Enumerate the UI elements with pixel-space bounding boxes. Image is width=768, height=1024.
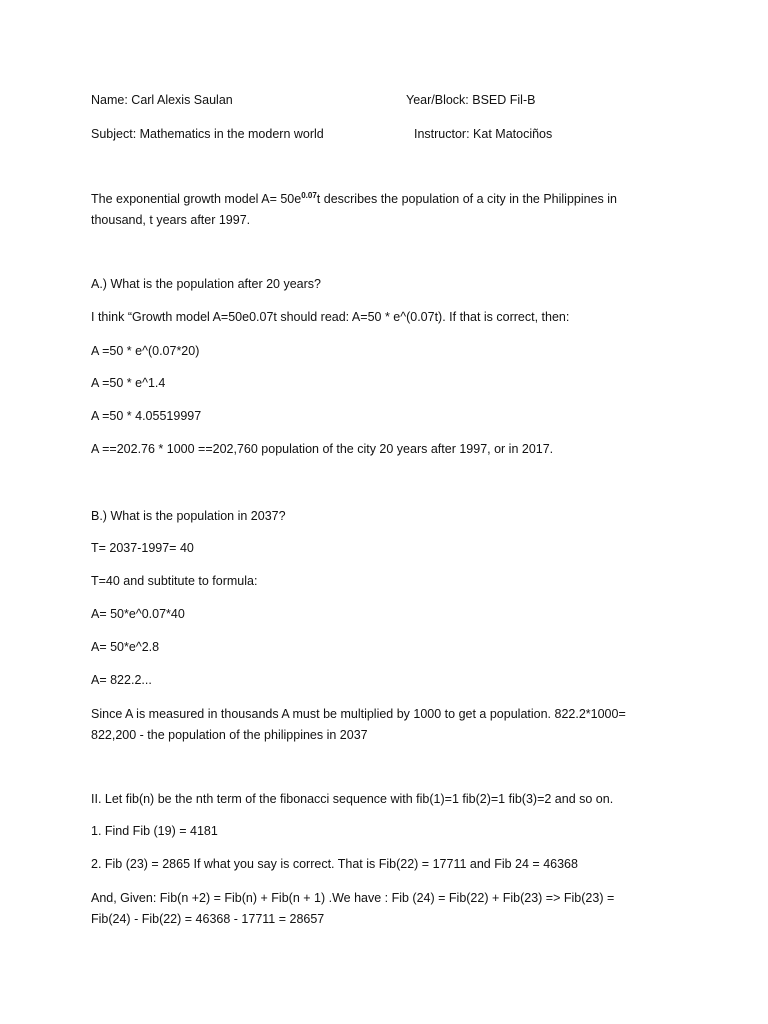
part-b-conclusion: Since A is measured in thousands A must be multiplied by 1000 to get a population. 822.2*1000= 822,200 - the population of the philippines in 2037 bbox=[91, 707, 626, 742]
part-ii-question: II. Let fib(n) be the nth term of the fibonacci sequence with fib(1)=1 fib(2)=1 fib(3)=2 and so on. bbox=[91, 792, 614, 806]
intro-exponent: 0.07 bbox=[301, 190, 317, 200]
part-b-question: B.) What is the population in 2037? bbox=[91, 509, 286, 523]
part-a-line-3: A =50 * e^1.4 bbox=[91, 376, 166, 390]
part-a-question: A.) What is the population after 20 years? bbox=[91, 277, 321, 291]
intro-paragraph bbox=[91, 189, 651, 231]
intro-text-after: t describes the population of a city in the Philippines in thousand, t years after 1997. bbox=[91, 192, 617, 227]
instructor: Instructor: Kat Matociños bbox=[414, 127, 553, 141]
part-ii-item-1: 1. Find Fib (19) = 4181 bbox=[91, 824, 218, 838]
part-a-line-4: A =50 * 4.05519997 bbox=[91, 409, 202, 423]
student-name: Name: Carl Alexis Saulan bbox=[91, 93, 233, 107]
part-b-line-4: A= 50*e^2.8 bbox=[91, 640, 160, 654]
subject: Subject: Mathematics in the modern world bbox=[91, 127, 324, 141]
year-block: Year/Block: BSED Fil-B bbox=[406, 93, 536, 107]
part-b-line-3: A= 50*e^0.07*40 bbox=[91, 607, 185, 621]
part-a-line-2: A =50 * e^(0.07*20) bbox=[91, 344, 200, 358]
part-a-line-1: I think “Growth model A=50e0.07t should read: A=50 * e^(0.07t). If that is correct, then: bbox=[91, 310, 570, 324]
part-b-line-1: T= 2037-1997= 40 bbox=[91, 541, 194, 555]
part-ii-given: And, Given: Fib(n +2) = Fib(n) + Fib(n + 1) .We have : Fib (24) = Fib(22) + Fib(23) => Fib(23) = Fib(24) - Fib(22) = 46368 - 17711 = 28657 bbox=[91, 891, 615, 926]
part-ii-item-2: 2. Fib (23) = 2865 If what you say is correct. That is Fib(22) = 17711 and Fib 24 = 46368 bbox=[91, 857, 578, 871]
part-b-line-2: T=40 and subtitute to formula: bbox=[91, 574, 258, 588]
part-b-line-5: A= 822.2... bbox=[91, 673, 152, 687]
part-a-line-5: A ==202.76 * 1000 ==202,760 population of the city 20 years after 1997, or in 2017. bbox=[91, 442, 554, 456]
intro-text-before: The exponential growth model A= 50e bbox=[91, 192, 302, 206]
